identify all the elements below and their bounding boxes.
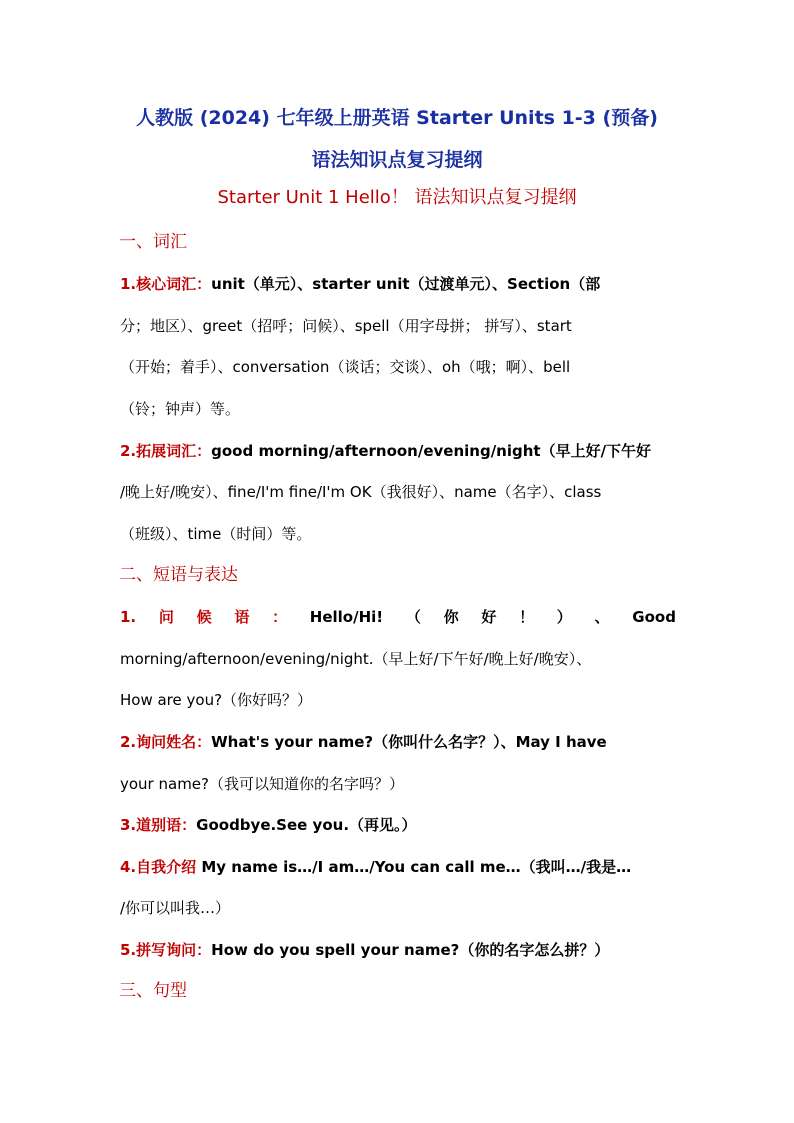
greeting-label-char: 候 <box>196 608 212 626</box>
self-intro-label: 4.自我介绍 <box>120 858 197 876</box>
vocab-core-line-3: （开始；着手）、conversation（谈话；交谈）、oh（哦；啊）、bell <box>120 358 571 376</box>
vocab-extended-line-1 <box>120 440 676 462</box>
vocab-extended-text: good morning/afternoon/evening/night（早上好/下午好 <box>211 442 652 460</box>
greeting-token: （ <box>405 608 421 626</box>
greeting-line-3: How are you?（你好吗？） <box>120 691 313 709</box>
greeting-line-2: morning/afternoon/evening/night.（早上好/下午好/晚上好/晚安）、 <box>120 650 592 668</box>
greeting-line-1 <box>120 606 676 628</box>
section-heading-sentence-patterns: 三、句型 <box>119 981 187 1001</box>
greeting-token: 你 <box>443 608 459 626</box>
greeting-token: ） <box>556 608 572 626</box>
self-intro-text: My name is…/I am…/You can call me…（我叫…/我是… <box>196 858 632 876</box>
greeting-token: Good <box>632 608 676 626</box>
document-title-line-1: 人教版 (2024) 七年级上册英语 Starter Units 1-3 (预备) <box>136 107 658 129</box>
vocab-extended-line-3: （班级）、time（时间）等。 <box>120 525 312 543</box>
greeting-label-char: ： <box>272 608 288 626</box>
greeting-token: ！ <box>519 608 535 626</box>
greeting-token: 好 <box>481 608 497 626</box>
vocab-extended-line-2: /晚上好/晚安）、fine/I'm fine/I'm OK（我很好）、name（名字）、class <box>120 483 602 501</box>
vocab-core-line-1 <box>120 273 676 295</box>
ask-name-line-1 <box>120 731 676 753</box>
vocab-core-line-4: （铃；钟声）等。 <box>120 400 241 418</box>
greeting-label-char: 1. <box>120 608 137 626</box>
greeting-label-char: 语 <box>234 608 250 626</box>
vocab-extended-label: 2.拓展词汇： <box>120 442 212 460</box>
greeting-label-char: 问 <box>158 608 174 626</box>
section-heading-vocabulary: 一、词汇 <box>119 232 187 252</box>
self-intro-line-1 <box>120 856 676 878</box>
document-subtitle: Starter Unit 1 Hello！ 语法知识点复习提纲 <box>217 187 577 208</box>
self-intro-line-2: /你可以叫我…） <box>120 899 231 917</box>
spelling-line <box>120 939 676 961</box>
vocab-core-text: unit（单元）、starter unit（过渡单元）、Section（部 <box>211 275 601 293</box>
spelling-label: 5.拼写询问： <box>120 941 212 959</box>
ask-name-text: What's your name?（你叫什么名字？）、May I have <box>211 733 607 751</box>
document-title-line-2: 语法知识点复习提纲 <box>311 149 483 171</box>
goodbye-text: Goodbye.See you.（再见。） <box>196 816 417 834</box>
vocab-core-line-2: 分；地区）、greet（招呼；问候）、spell（用字母拼； 拼写）、start <box>120 317 572 335</box>
goodbye-line <box>120 814 676 836</box>
goodbye-label: 3.道别语： <box>120 816 197 834</box>
section-heading-phrases: 二、短语与表达 <box>119 565 238 585</box>
ask-name-line-2: your name?（我可以知道你的名字吗？） <box>120 775 404 793</box>
ask-name-label: 2.询问姓名： <box>120 733 212 751</box>
greeting-token: 、 <box>594 608 610 626</box>
spelling-text: How do you spell your name?（你的名字怎么拼？） <box>211 941 610 959</box>
greeting-token: Hello/Hi! <box>309 608 384 626</box>
vocab-core-label: 1.核心词汇： <box>120 275 212 293</box>
